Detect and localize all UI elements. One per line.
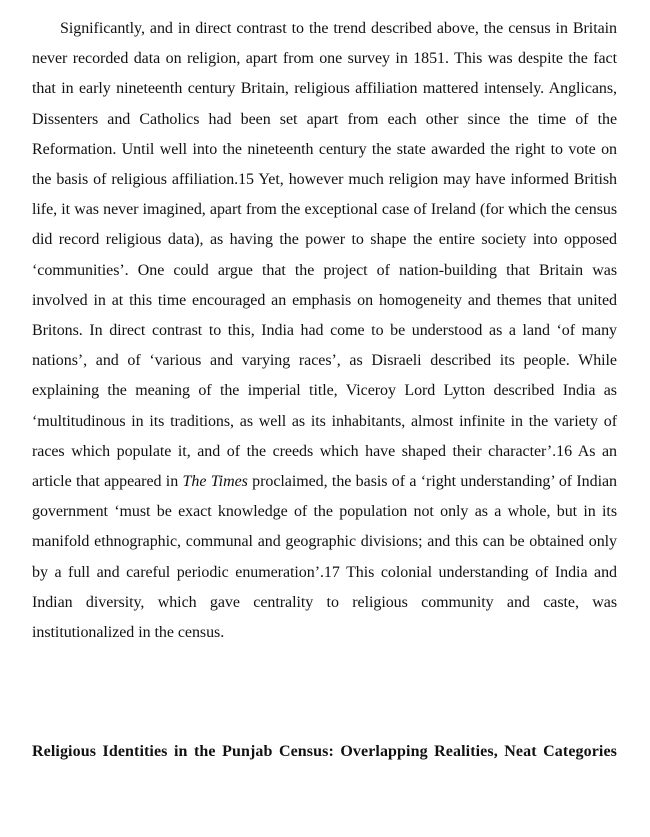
section-heading: Religious Identities in the Punjab Census: Overlapping Realities, Neat Categories: [32, 743, 617, 760]
publication-title: The Times: [182, 473, 248, 491]
paragraph-text-part2: proclaimed, the basis of a ‘right understanding’ of Indian government ‘must be exact knowledge of the population not only as a whole, but in its manifold ethnographic, communal and geographic divisions; and this can be obtained only by a full and careful periodic enumeration’.17 This colonial understanding of India and Indian diversity, which gave centrality to religious community and caste, was institutionalized in the census.: [32, 473, 617, 642]
body-paragraph: [32, 14, 617, 648]
document-page: [32, 14, 617, 760]
paragraph-text-part1: Significantly, and in direct contrast to the trend described above, the census in Britain never recorded data on religion, apart from one survey in 1851. This was despite the fact that in early nineteenth century Britain, religious affiliation mattered intensely. Anglicans, Dissenters and Catholics had been set apart from each other since the time of the Reformation. Until well into the nineteenth century the state awarded the right to vote on the basis of religious affiliation.15 Yet, however much religion may have informed British life, it was never imagined, apart from the exceptional case of Ireland (for which the census did record religious data), as having the power to shape the entire society into opposed ‘communities’. One could argue that the project of nation-building that Britain was involved in at this time encouraged an emphasis on homogeneity and themes that united Britons. In direct contrast to this, India had come to be understood as a land ‘of many nations’, and of ‘various and varying races’, as Disraeli described its people. While explaining the meaning of the imperial title, Viceroy Lord Lytton described India as ‘multitudinous in its traditions, as well as its inhabitants, almost infinite in the variety of races which populate it, and of the creeds which have shaped their character’.16 As an article that appeared in: [32, 20, 617, 491]
